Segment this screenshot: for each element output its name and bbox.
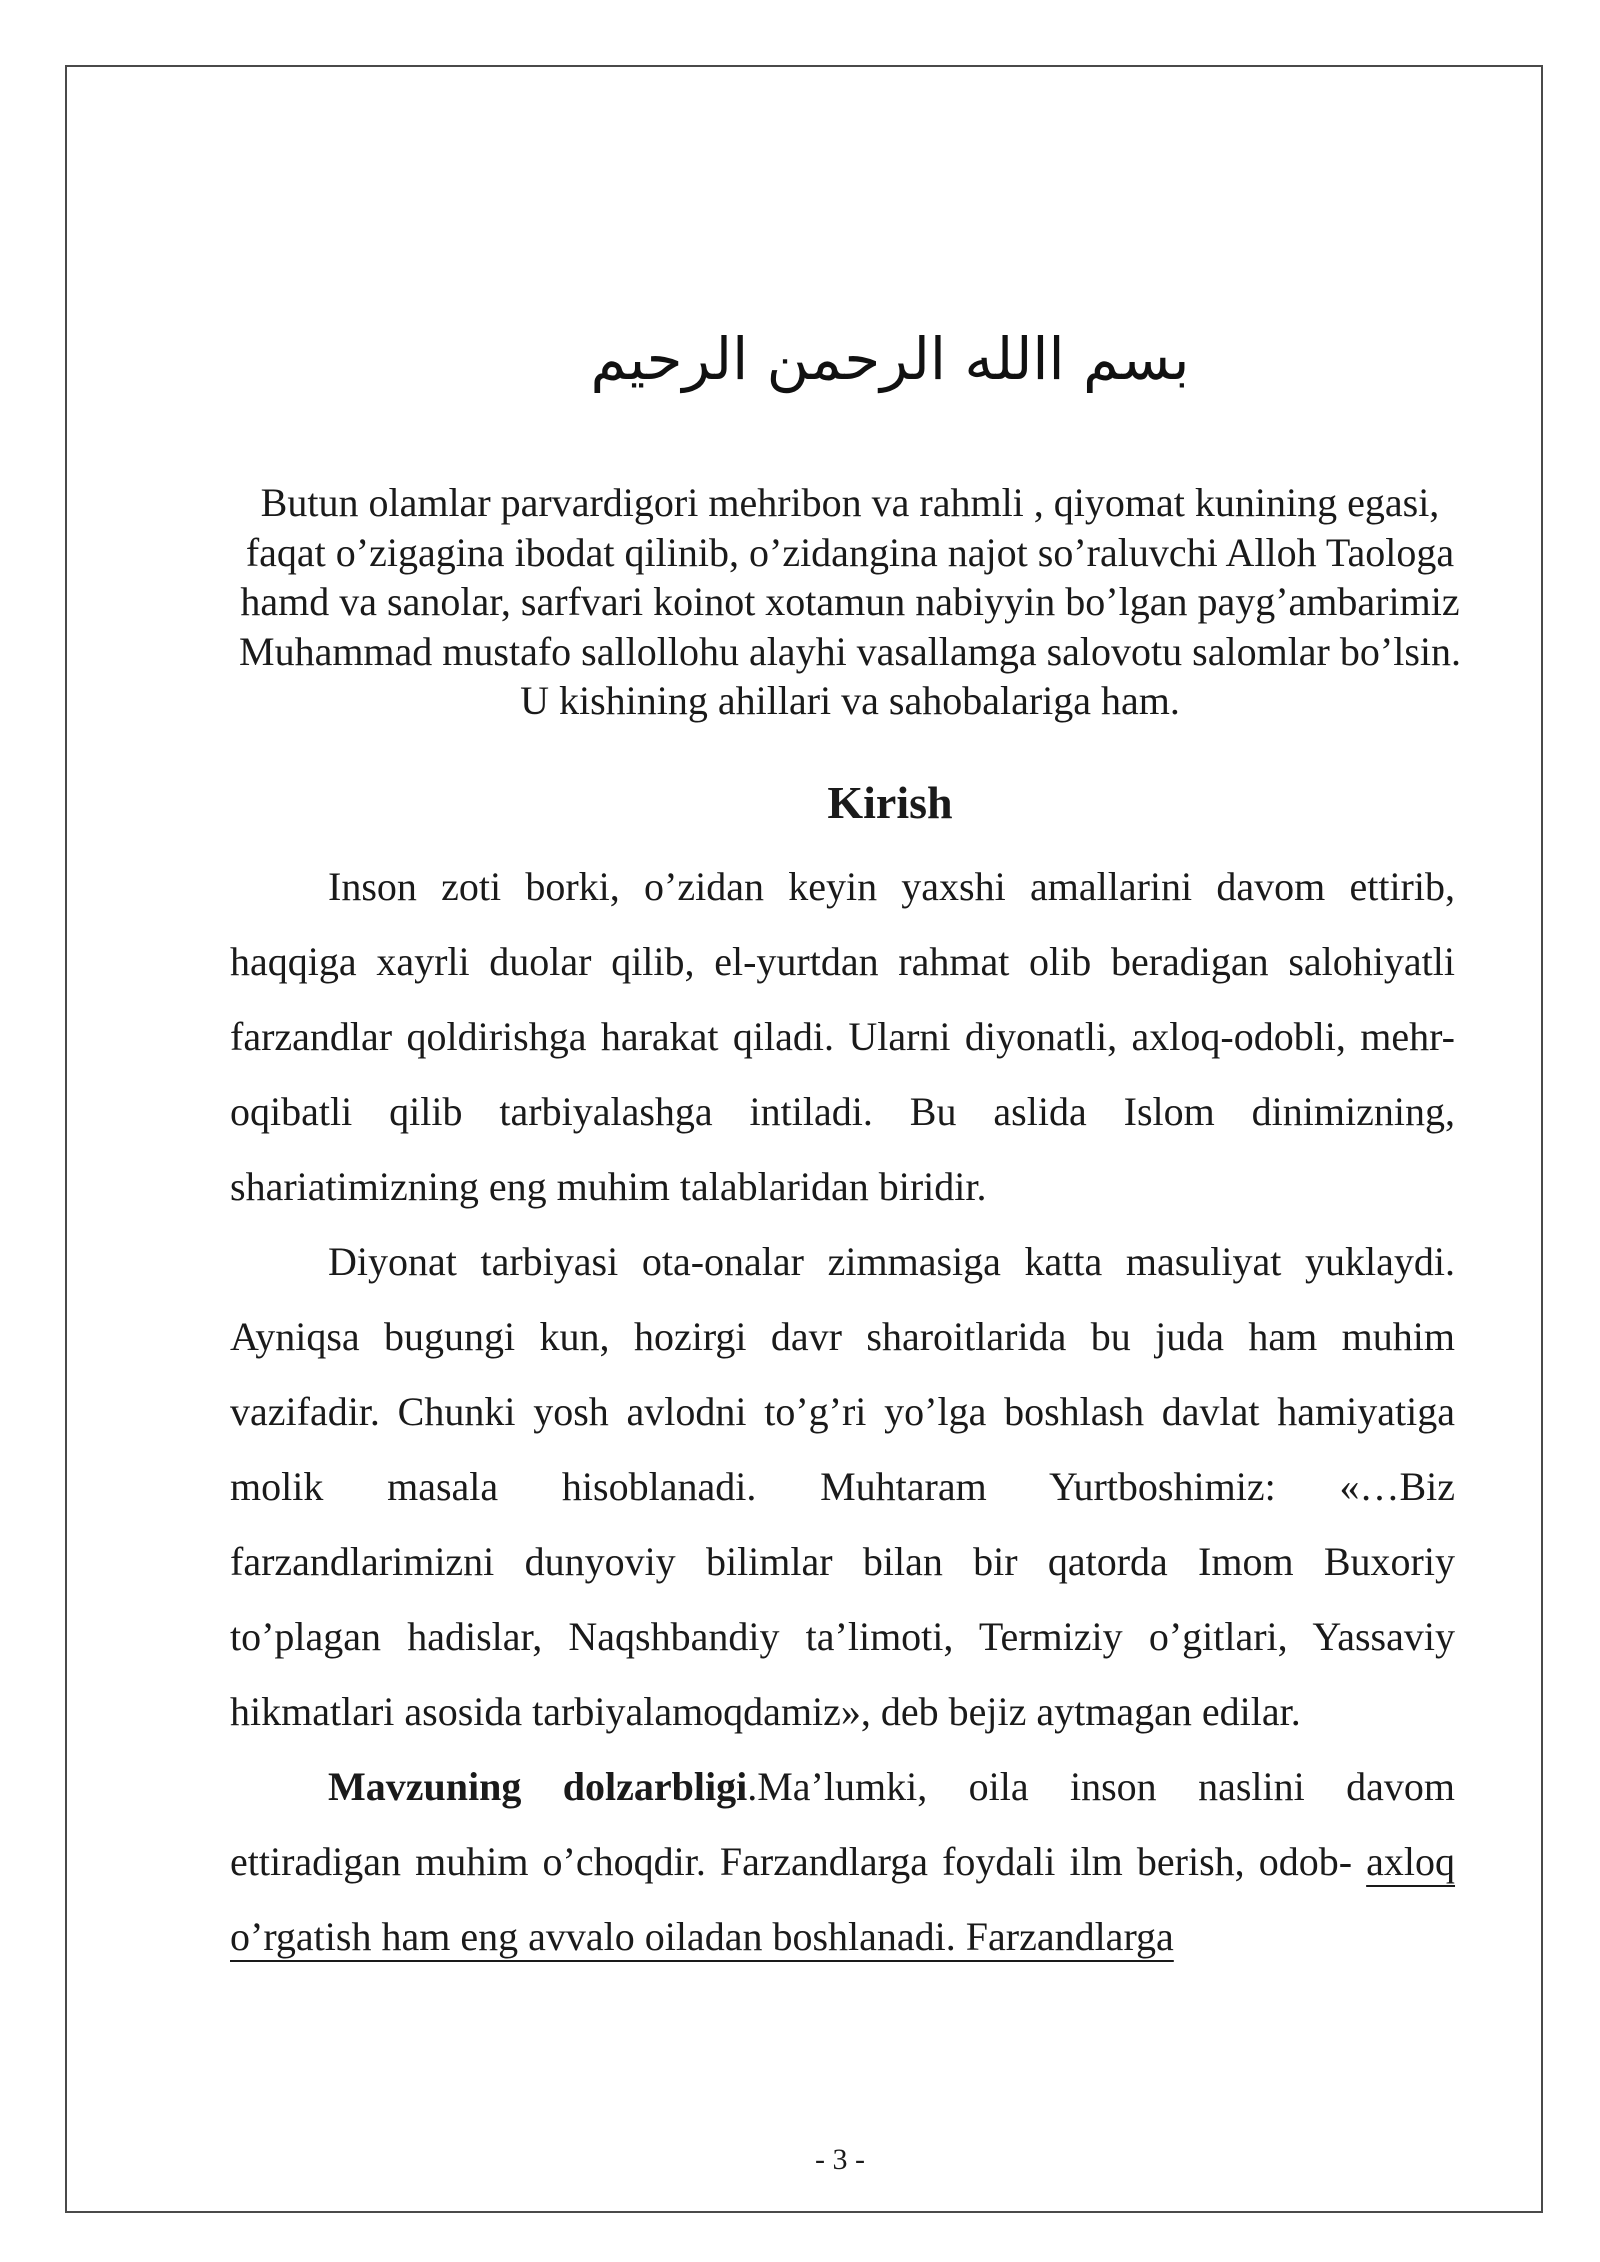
body-text — [230, 849, 1455, 1974]
section-heading: Kirish — [827, 777, 953, 828]
paragraph-3-text: .Ma’lumki, oila inson naslini davom ettiradigan muhim o’choqdir. Farzandlarga foydali ilm berish, odob- — [230, 1764, 1455, 1884]
basmala-heading: بسم االله الرحمن الرحيم — [590, 325, 1190, 393]
paragraph-3-underlined-text: axloq o’rgatish ham eng avvalo oiladan boshlanadi. Farzandlarga — [230, 1839, 1456, 1959]
paragraph-1: Inson zoti borki, o’zidan keyin yaxshi amallarini davom ettirib, haqqiga xayrli duolar qilib, el-yurtdan rahmat olib beradigan salohiyatli farzandlar qoldirishga harakat qiladi. Ularni diyonatli, axloq-odobli, mehr-oqibatli qilib tarbiyalashga intiladi. Bu aslida Islom dinimizning, shariatimizning eng muhim talablaridan biridir. — [230, 864, 1455, 1209]
paragraph-2: Diyonat tarbiyasi ota-onalar zimmasiga katta masuliyat yuklaydi. Ayniqsa bugungi kun, hozirgi davr sharoitlarida bu juda ham muhim vazifadir. Chunki yosh avlodni to’g’ri yo’lga boshlash davlat hamiyatiga molik masala hisoblanadi. Muhtaram Yurtboshimiz: «…Biz farzandlarimizni dunyoviy bilimlar bilan bir qatorda Imom Buxoriy to’plagan hadislar, Naqshbandiy ta’limoti, Termiziy o’gitlari, Yassaviy hikmatlari asosida tarbiyalamoqdamiz», deb bejiz aytmagan edilar. — [230, 1239, 1455, 1734]
topic-relevance-label: Mavzuning dolzarbligi — [328, 1764, 748, 1809]
page-number: - 3 - — [815, 2143, 865, 2176]
dedication-paragraph: Butun olamlar parvardigori mehribon va rahmli , qiyomat kunining egasi, faqat o’zigagina ibodat qilinib, o’zidangina najot so’raluvchi Alloh Taologa hamd va sanolar, sarfvari koinot xotamun nabiyyin bo’lgan payg’ambarimiz Muhammad mustafo sallollohu alayhi vasallamga salovotu salomlar bo’lsin. U kishining ahillari va sahobalariga ham. — [239, 480, 1461, 723]
paragraph-3 — [230, 1749, 1455, 1974]
